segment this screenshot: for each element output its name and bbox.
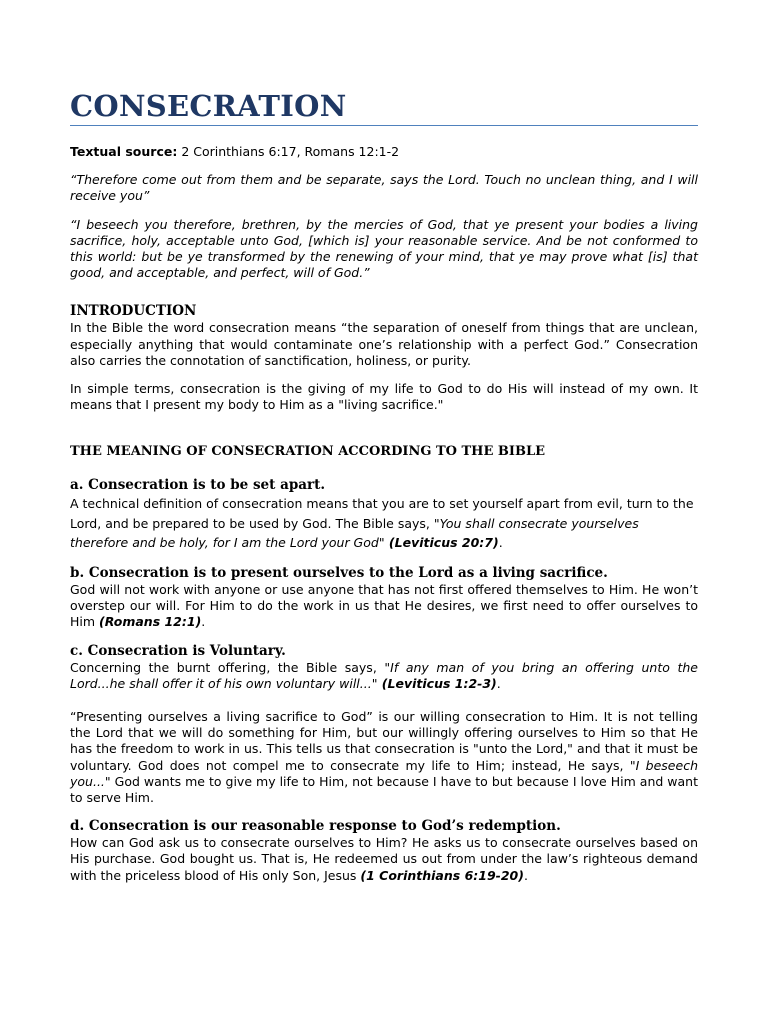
- section-a-text: A technical definition of consecration means that you are to set yourself apart from evil, turn to the Lord, and be prepared to be used by God. The Bible says,: [70, 496, 694, 531]
- section-d-paragraph: [70, 835, 698, 884]
- section-a-end: .: [498, 535, 503, 551]
- section-c-end: .: [496, 675, 501, 691]
- section-d-heading: d. Consecration is our reasonable response to God’s redemption.: [70, 818, 561, 835]
- introduction-paragraph-2: In simple terms, consecration is the giving of my life to God to do His will instead of my own. It means that I present my body to Him as a "living sacrifice.": [70, 381, 698, 413]
- section-c-para2-text: “Presenting ourselves a living sacrifice to God” is our willing consecration to Him. It is not telling the Lord that we will do something for Him, but our willingly offering ourselves to Him so that He has the freedom to work in us. This tells us that consecration is "unto the Lord," and that it must be voluntary. God does not compel me to consecrate my life to Him; instead, He says,: [70, 708, 698, 773]
- section-a-reference: (Leviticus 20:7): [384, 535, 499, 551]
- introduction-heading: INTRODUCTION: [70, 303, 197, 320]
- section-c-paragraph-2: [70, 709, 698, 806]
- section-c-reference: (Leviticus 1:2-3): [377, 675, 497, 691]
- section-b-text: God will not work with anyone or use anyone that has not first offered themselves to Him. He won’t overstep our will. For Him to do the work in us that He desires, we first need to offer ourselves to Him: [70, 581, 698, 630]
- section-b-reference: (Romans 12:1): [99, 614, 202, 630]
- section-b-heading: b. Consecration is to present ourselves to the Lord as a living sacrifice.: [70, 564, 608, 581]
- section-c-para2-end: God wants me to give my life to Him, not because I have to but because I love Him and want to serve Him.: [70, 773, 698, 805]
- section-a-heading: a. Consecration is to be set apart.: [70, 477, 326, 494]
- section-d-reference: (1 Corinthians 6:19-20): [360, 867, 524, 883]
- document-page: [70, 88, 698, 884]
- section-b-paragraph: [70, 582, 698, 631]
- textual-source-label: Textual source:: [70, 144, 178, 159]
- section-d-end: .: [523, 867, 528, 883]
- textual-source: [70, 144, 698, 160]
- scripture-quote-1: “Therefore come out from them and be separate, says the Lord. Touch no unclean thing, and I will receive you”: [70, 172, 698, 204]
- section-a-paragraph: [70, 494, 698, 553]
- title-underline: [70, 125, 698, 126]
- textual-source-value: 2 Corinthians 6:17, Romans 12:1-2: [177, 144, 400, 159]
- section-c-paragraph-1: [70, 660, 698, 692]
- meaning-heading: THE MEANING OF CONSECRATION ACCORDING TO THE BIBLE: [70, 444, 545, 460]
- section-c-text: Concerning the burnt offering, the Bible says,: [70, 659, 385, 675]
- scripture-quote-2: “I beseech you therefore, brethren, by the mercies of God, that ye present your bodies a living sacrifice, holy, acceptable unto God, [which is] your reasonable service. And be not conformed to this world: but be ye transformed by the renewing of your mind, that ye may prove what [is] that good, and acceptable, and perfect, will of God.”: [70, 216, 698, 281]
- section-c-heading: c. Consecration is Voluntary.: [70, 642, 286, 659]
- introduction-paragraph-1: In the Bible the word consecration means “the separation of oneself from things that are unclean, especially anything that would contaminate one’s relationship with a perfect God.” Consecration also carries the connotation of sanctification, holiness, or purity.: [70, 320, 698, 368]
- section-a-quote: "You shall consecrate yourselves therefore and be holy, for I am the Lord your God": [70, 515, 639, 551]
- section-c-quote: "If any man of you bring an offering unto the Lord...he shall offer it of his own voluntary will...": [70, 659, 699, 691]
- section-d-text: How can God ask us to consecrate ourselves to Him? He asks us to consecrate ourselves based on His purchase. God bought us. That is, He redeemed us out from under the law’s righteous demand with the priceless blood of His only Son, Jesus: [70, 835, 698, 883]
- document-title: CONSECRATION: [70, 89, 347, 123]
- section-b-end: .: [201, 614, 206, 630]
- section-c-para2-quote: "I beseech you...": [70, 757, 698, 789]
